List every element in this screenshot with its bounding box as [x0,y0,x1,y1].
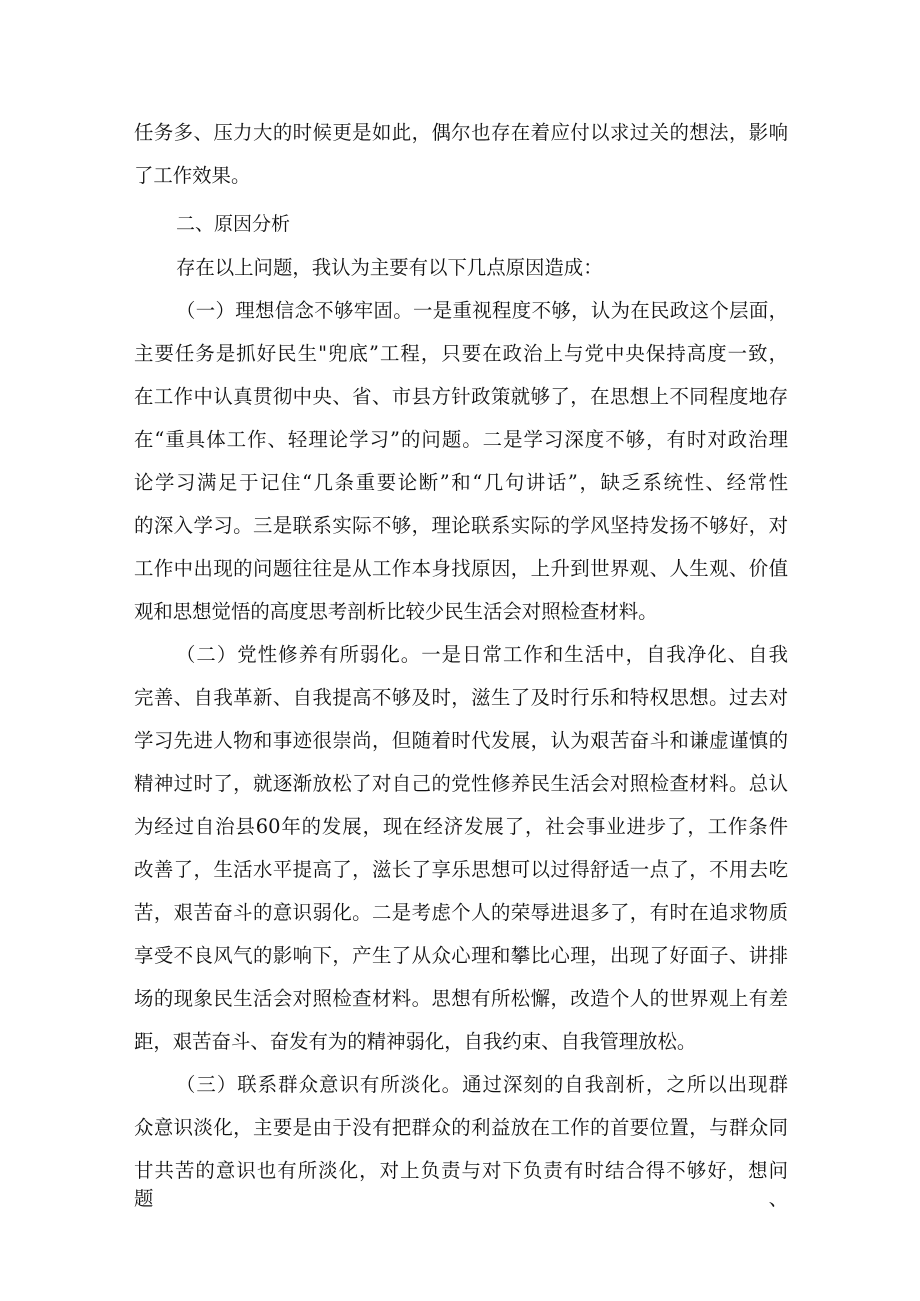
body-text-line: 在工作中认真贯彻中央、省、市县方针政策就够了，在思想上不同程度地存 [134,385,788,408]
body-text-line: 观和思想觉悟的高度思考剖析比较少民生活会对照检查材料。 [134,600,658,623]
body-text-line: 在“重具体工作、轻理论学习”的问题。二是学习深度不够，有时对政治理 [134,428,788,451]
body-text-line: 了工作效果。 [134,164,251,187]
body-text-line: 任务多、压力大的时候更是如此，偶尔也存在着应付以求过关的想法，影响 [134,121,788,144]
body-text-line: 存在以上问题，我认为主要有以下几点原因造成： [176,256,603,279]
body-text-line: 的深入学习。三是联系实际不够，理论联系实际的学风坚持发扬不够好，对 [134,514,788,537]
body-text-line: 学习先进人物和事迹很崇尚，但随着时代发展，认为艰苦奋斗和谦虚谨慎的 [134,729,788,752]
body-text-line: 甘共苦的意识也有所淡化，对上负责与对下负责有时结合得不够好，想问题、 [134,1159,788,1210]
body-text-line: 主要任务是抓好民生"兜底”工程，只要在政治上与党中央保持高度一致， [134,342,788,365]
body-text-line: 完善、自我革新、自我提高不够及时，滋生了及时行乐和特权思想。过去对 [134,686,788,709]
body-text-line: 苦，艰苦奋斗的意识弱化。二是考虑个人的荣辱进退多了，有时在追求物质 [134,901,788,924]
body-text-line: （三）联系群众意识有所淡化。通过深刻的自我剖析，之所以出现群 [176,1073,788,1096]
body-text-line: 为经过自治县60年的发展，现在经济发展了，社会事业进步了，工作条件 [134,815,788,838]
body-text-line: 众意识淡化，主要是由于没有把群众的利益放在工作的首要位置，与群众同 [134,1116,788,1139]
body-text-line: 工作中出现的问题往往是从工作本身找原因，上升到世界观、人生观、价值 [134,557,788,580]
body-text-line: （二）党性修养有所弱化。一是日常工作和生活中，自我净化、自我 [176,643,788,666]
body-text-line: 场的现象民生活会对照检查材料。思想有所松懈，改造个人的世界观上有差 [134,987,788,1010]
body-text-line: 距，艰苦奋斗、奋发有为的精神弱化，自我约束、自我管理放松。 [134,1030,697,1053]
body-text-line: （一）理想信念不够牢固。一是重视程度不够，认为在民政这个层面， [176,299,788,322]
body-text-line: 论学习满足于记住“几条重要论断”和“几句讲话”，缺乏系统性、经常性 [134,471,788,494]
body-text-line: 享受不良风气的影响下，产生了从众心理和攀比心理，出现了好面子、讲排 [134,944,788,967]
body-text-line: 改善了，生活水平提高了，滋长了享乐思想可以过得舒适一点了，不用去吃 [134,858,788,881]
section-heading: 二、原因分析 [176,213,291,235]
body-text-line: 精神过时了，就逐渐放松了对自己的党性修养民生活会对照检查材料。总认 [134,772,788,795]
